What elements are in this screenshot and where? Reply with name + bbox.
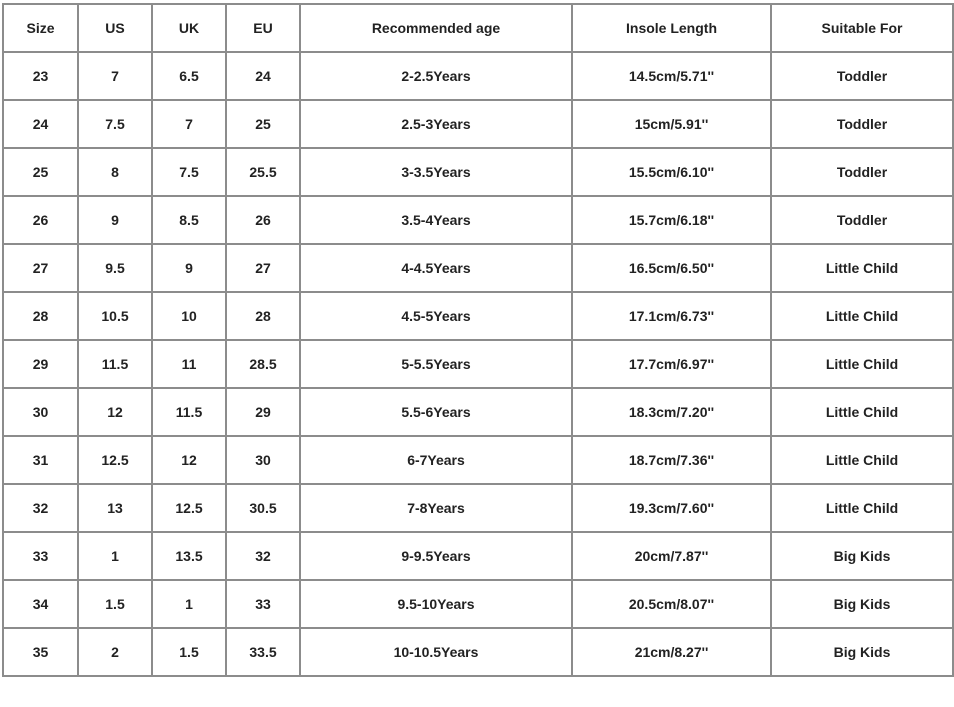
table-row [3,484,953,532]
cell-recommended-age: 3.5-4Years [300,196,572,244]
cell-size: 27 [3,244,78,292]
table-row [3,436,953,484]
cell-suitable-for: Toddler [771,52,953,100]
cell-us: 8 [78,148,152,196]
cell-us: 7 [78,52,152,100]
cell-insole-length: 18.7cm/7.36'' [572,436,771,484]
cell-insole-length: 16.5cm/6.50'' [572,244,771,292]
cell-insole-length: 21cm/8.27'' [572,628,771,676]
cell-uk: 12.5 [152,484,226,532]
cell-suitable-for: Big Kids [771,580,953,628]
cell-suitable-for: Little Child [771,388,953,436]
cell-size: 35 [3,628,78,676]
table-row [3,388,953,436]
cell-eu: 25 [226,100,300,148]
cell-uk: 10 [152,292,226,340]
cell-recommended-age: 6-7Years [300,436,572,484]
cell-us: 1.5 [78,580,152,628]
cell-size: 23 [3,52,78,100]
cell-suitable-for: Big Kids [771,628,953,676]
header-us: US [78,4,152,52]
header-size: Size [3,4,78,52]
cell-suitable-for: Toddler [771,196,953,244]
cell-eu: 32 [226,532,300,580]
size-chart-container [2,3,954,677]
cell-insole-length: 19.3cm/7.60'' [572,484,771,532]
cell-recommended-age: 5.5-6Years [300,388,572,436]
cell-us: 12.5 [78,436,152,484]
cell-recommended-age: 3-3.5Years [300,148,572,196]
cell-us: 9 [78,196,152,244]
cell-us: 9.5 [78,244,152,292]
cell-insole-length: 15.5cm/6.10'' [572,148,771,196]
cell-insole-length: 18.3cm/7.20'' [572,388,771,436]
header-uk: UK [152,4,226,52]
header-recommended-age: Recommended age [300,4,572,52]
cell-eu: 29 [226,388,300,436]
cell-size: 34 [3,580,78,628]
cell-uk: 11 [152,340,226,388]
size-chart-table [2,3,954,677]
cell-eu: 24 [226,52,300,100]
cell-us: 12 [78,388,152,436]
cell-uk: 6.5 [152,52,226,100]
table-row [3,340,953,388]
table-row [3,628,953,676]
cell-recommended-age: 2-2.5Years [300,52,572,100]
cell-size: 32 [3,484,78,532]
cell-insole-length: 15.7cm/6.18'' [572,196,771,244]
cell-uk: 7 [152,100,226,148]
cell-suitable-for: Little Child [771,340,953,388]
table-row [3,244,953,292]
cell-us: 1 [78,532,152,580]
cell-recommended-age: 10-10.5Years [300,628,572,676]
cell-uk: 12 [152,436,226,484]
cell-insole-length: 20cm/7.87'' [572,532,771,580]
table-row [3,52,953,100]
cell-insole-length: 15cm/5.91'' [572,100,771,148]
table-row [3,532,953,580]
cell-suitable-for: Toddler [771,148,953,196]
cell-suitable-for: Little Child [771,484,953,532]
cell-suitable-for: Little Child [771,244,953,292]
cell-us: 11.5 [78,340,152,388]
cell-eu: 25.5 [226,148,300,196]
cell-us: 10.5 [78,292,152,340]
table-row [3,292,953,340]
cell-size: 25 [3,148,78,196]
cell-recommended-age: 9.5-10Years [300,580,572,628]
cell-insole-length: 20.5cm/8.07'' [572,580,771,628]
cell-us: 7.5 [78,100,152,148]
cell-recommended-age: 5-5.5Years [300,340,572,388]
header-row [3,4,953,52]
cell-recommended-age: 9-9.5Years [300,532,572,580]
cell-uk: 13.5 [152,532,226,580]
cell-recommended-age: 7-8Years [300,484,572,532]
table-row [3,580,953,628]
cell-us: 2 [78,628,152,676]
cell-recommended-age: 2.5-3Years [300,100,572,148]
cell-size: 30 [3,388,78,436]
cell-uk: 7.5 [152,148,226,196]
cell-size: 28 [3,292,78,340]
table-row [3,148,953,196]
cell-eu: 26 [226,196,300,244]
cell-size: 31 [3,436,78,484]
cell-size: 26 [3,196,78,244]
header-insole-length: Insole Length [572,4,771,52]
cell-eu: 28 [226,292,300,340]
cell-uk: 9 [152,244,226,292]
cell-uk: 11.5 [152,388,226,436]
cell-suitable-for: Toddler [771,100,953,148]
cell-size: 29 [3,340,78,388]
cell-recommended-age: 4.5-5Years [300,292,572,340]
cell-eu: 28.5 [226,340,300,388]
table-row [3,196,953,244]
cell-size: 33 [3,532,78,580]
cell-insole-length: 14.5cm/5.71'' [572,52,771,100]
cell-recommended-age: 4-4.5Years [300,244,572,292]
cell-size: 24 [3,100,78,148]
header-suitable-for: Suitable For [771,4,953,52]
cell-suitable-for: Big Kids [771,532,953,580]
cell-eu: 30.5 [226,484,300,532]
cell-uk: 1.5 [152,628,226,676]
cell-eu: 33.5 [226,628,300,676]
cell-insole-length: 17.1cm/6.73'' [572,292,771,340]
table-row [3,100,953,148]
cell-suitable-for: Little Child [771,436,953,484]
cell-uk: 8.5 [152,196,226,244]
cell-eu: 33 [226,580,300,628]
cell-eu: 27 [226,244,300,292]
cell-eu: 30 [226,436,300,484]
cell-us: 13 [78,484,152,532]
cell-insole-length: 17.7cm/6.97'' [572,340,771,388]
cell-suitable-for: Little Child [771,292,953,340]
cell-uk: 1 [152,580,226,628]
header-eu: EU [226,4,300,52]
